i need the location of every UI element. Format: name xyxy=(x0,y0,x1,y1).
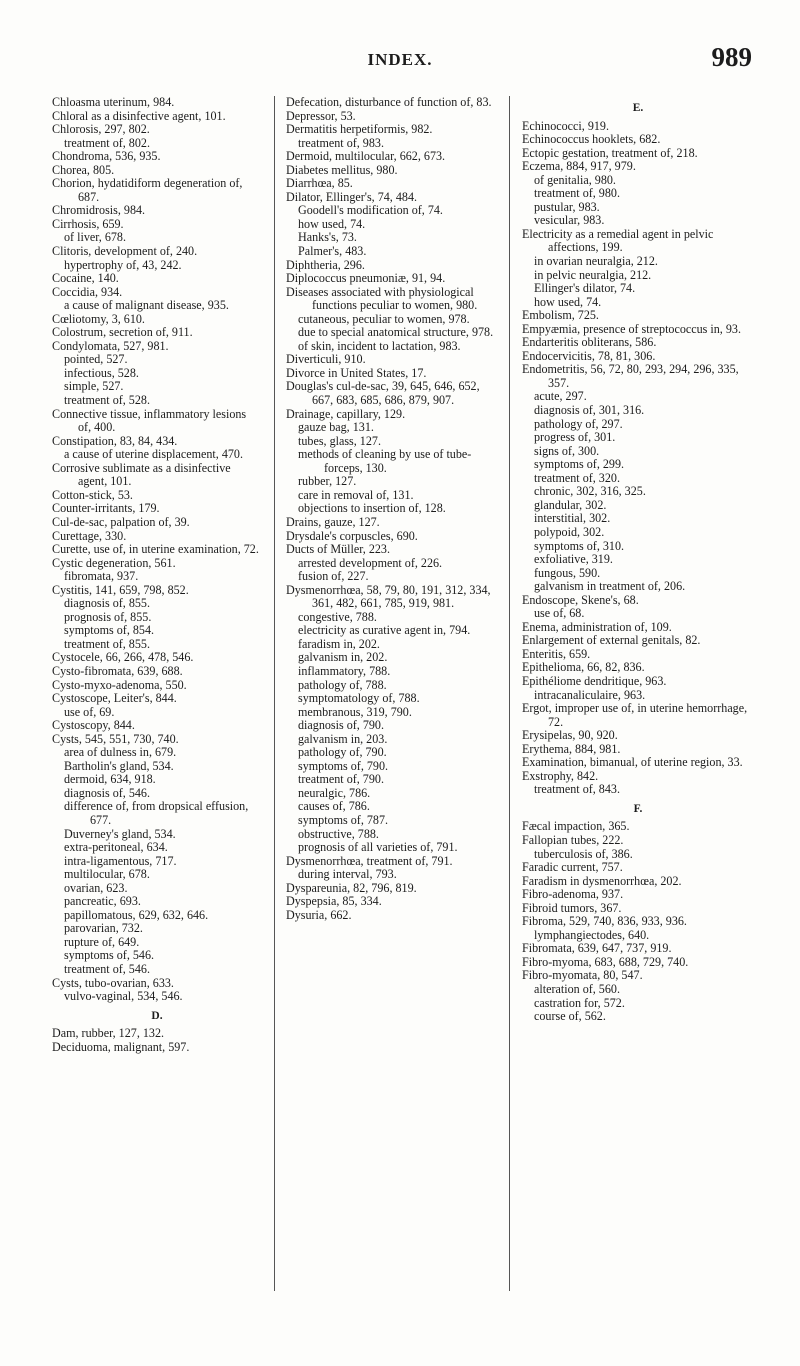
index-entry: Curette, use of, in uterine examination, 72. xyxy=(52,542,259,557)
index-entry: Cystocele, 66, 266, 478, 546. xyxy=(52,650,194,665)
index-entry: Cystitis, 141, 659, 798, 852. xyxy=(52,582,189,597)
index-subentry: Goodell's modification of, 74. xyxy=(298,203,443,218)
index-subentry: obstructive, 788. xyxy=(298,826,379,841)
index-entry: Corrosive sublimate as a disinfective agent, 101. xyxy=(52,460,231,489)
index-subentry: glandular, 302. xyxy=(534,497,607,512)
index-entry: Cystic degeneration, 561. xyxy=(52,555,176,570)
index-subentry: prognosis of all varieties of, 791. xyxy=(298,840,458,855)
index-subentry: exfoliative, 319. xyxy=(534,552,613,567)
index-subentry: galvanism in, 202. xyxy=(298,650,388,665)
index-subentry: castration for, 572. xyxy=(534,995,625,1010)
index-entry: Fæcal impaction, 365. xyxy=(522,819,630,834)
index-subentry: progress of, 301. xyxy=(534,430,616,445)
index-subentry: rubber, 127. xyxy=(298,474,357,489)
index-entry: Chlorosis, 297, 802. xyxy=(52,122,150,137)
index-entry: Coccidia, 934. xyxy=(52,284,123,299)
index-entry: Endometritis, 56, 72, 80, 293, 294, 296, 335, 357. xyxy=(522,362,739,390)
index-entry: Cysto-myxo-adenoma, 550. xyxy=(52,677,187,692)
index-entry: Endarteritis obliterans, 586. xyxy=(522,335,657,350)
index-subentry: intracanaliculaire, 963. xyxy=(534,687,646,702)
index-entry: Dysmenorrhœa, 58, 79, 80, 191, 312, 334, 361, 482, 661, 785, 919, 981. xyxy=(286,582,491,611)
index-subentry: neuralgic, 786. xyxy=(298,785,371,800)
index-subentry: treatment of, 528. xyxy=(64,393,150,408)
index-entry: Cul-de-sac, palpation of, 39. xyxy=(52,514,190,529)
index-entry: Chorion, hydatidiform degeneration of, 687. xyxy=(52,176,243,204)
section-letter: E. xyxy=(632,102,644,114)
index-entry: Cocaine, 140. xyxy=(52,271,119,286)
index-subentry: congestive, 788. xyxy=(298,609,377,624)
index-subentry: course of, 562. xyxy=(534,1009,606,1024)
index-subentry: vulvo-vaginal, 534, 546. xyxy=(64,989,183,1004)
index-entry: Empyæmia, presence of streptococcus in, 93. xyxy=(522,321,741,336)
index-subentry: pathology of, 790. xyxy=(298,745,387,760)
index-subentry: extra-peritoneal, 634. xyxy=(64,840,168,855)
index-subentry: treatment of, 320. xyxy=(534,470,620,485)
section-letter: D. xyxy=(151,1009,163,1022)
index-subentry: symptoms of, 299. xyxy=(534,457,625,472)
index-entry: Cysts, tubo-ovarian, 633. xyxy=(52,975,174,990)
index-entry: Enteritis, 659. xyxy=(522,646,591,661)
index-entry: Dyspareunia, 82, 796, 819. xyxy=(286,880,417,895)
index-subentry: how used, 74. xyxy=(298,216,366,231)
index-entry: Faradic current, 757. xyxy=(522,860,623,875)
index-subentry: polypoid, 302. xyxy=(534,524,605,539)
index-subentry: diagnosis of, 855. xyxy=(64,596,150,611)
index-entry: Eczema, 884, 917, 979. xyxy=(522,159,636,174)
index-entry: Defecation, disturbance of function of, 83. xyxy=(286,96,492,109)
index-entry: Ectopic gestation, treatment of, 218. xyxy=(522,145,698,160)
index-subentry: gauze bag, 131. xyxy=(298,420,374,435)
index-subentry: area of dulness in, 679. xyxy=(64,745,177,760)
index-subentry: treatment of, 983. xyxy=(298,135,384,150)
index-subentry: pustular, 983. xyxy=(534,199,600,214)
index-entry: Dysmenorrhœa, treatment of, 791. xyxy=(286,853,453,868)
index-subentry: Bartholin's gland, 534. xyxy=(64,758,174,773)
index-subentry: treatment of, 546. xyxy=(64,962,150,976)
index-subentry: difference of, from dropsical effusion, 677. xyxy=(64,799,249,827)
index-entry: Condylomata, 527, 981. xyxy=(52,338,169,353)
index-entry: Fibro-myomata, 80, 547. xyxy=(522,968,643,983)
index-entry: Endocervicitis, 78, 81, 306. xyxy=(522,348,656,363)
index-subentry: tuberculosis of, 386. xyxy=(534,846,633,861)
index-entry: Drainage, capillary, 129. xyxy=(286,406,406,421)
index-subentry: parovarian, 732. xyxy=(64,921,143,936)
index-subentry: faradism in, 202. xyxy=(298,636,380,651)
index-entry: Examination, bimanual, of uterine region, 33. xyxy=(522,755,743,770)
index-subentry: objections to insertion of, 128. xyxy=(298,501,446,516)
index-subentry: papillomatous, 629, 632, 646. xyxy=(64,907,209,922)
index-subentry: dermoid, 634, 918. xyxy=(64,772,156,787)
index-subentry: pancreatic, 693. xyxy=(64,894,141,909)
index-subentry: diagnosis of, 301, 316. xyxy=(534,403,645,418)
index-subentry: pathology of, 788. xyxy=(298,677,387,692)
index-subentry: diagnosis of, 790. xyxy=(298,718,384,733)
index-entry: Clitoris, development of, 240. xyxy=(52,244,198,259)
index-entry: Diarrhœa, 85. xyxy=(286,176,353,191)
index-subentry: acute, 297. xyxy=(534,389,587,404)
index-subentry: cutaneous, peculiar to women, 978. xyxy=(298,311,470,326)
index-entry: Cysto-fibromata, 639, 688. xyxy=(52,663,183,678)
index-subentry: symptoms of, 310. xyxy=(534,538,625,553)
index-entry: Drains, gauze, 127. xyxy=(286,514,380,529)
index-entry: Douglas's cul-de-sac, 39, 645, 646, 652, 667, 683, 685, 686, 879, 907. xyxy=(286,379,480,408)
index-subentry: symptoms of, 787. xyxy=(298,812,389,827)
index-subentry: prognosis of, 855. xyxy=(64,609,152,624)
index-entry: Fallopian tubes, 222. xyxy=(522,832,624,847)
column-divider xyxy=(509,96,510,1291)
index-subentry: use of, 69. xyxy=(64,704,115,719)
index-subentry: vesicular, 983. xyxy=(534,213,605,228)
index-entry: Cystoscopy, 844. xyxy=(52,718,135,733)
index-subentry: methods of cleaning by use of tube-forceps, 130. xyxy=(298,447,472,475)
index-subentry: Hanks's, 73. xyxy=(298,230,357,245)
index-entry: Depressor, 53. xyxy=(286,108,356,123)
index-subentry: symptoms of, 854. xyxy=(64,623,155,638)
index-entry: Echinococcus hooklets, 682. xyxy=(522,132,661,147)
index-entry: Dam, rubber, 127, 132. xyxy=(52,1026,165,1041)
index-subentry: treatment of, 790. xyxy=(298,772,384,787)
index-subentry: chronic, 302, 316, 325. xyxy=(534,484,646,499)
index-subentry: causes of, 786. xyxy=(298,799,370,814)
index-entry: Diphtheria, 296. xyxy=(286,257,365,272)
index-entry: Fibro-adenoma, 937. xyxy=(522,887,624,902)
index-subentry: galvanism in, 203. xyxy=(298,731,388,746)
index-subentry: fusion of, 227. xyxy=(298,569,369,584)
index-subentry: simple, 527. xyxy=(64,379,124,394)
index-subentry: intra-ligamentous, 717. xyxy=(64,853,177,868)
page-title: INDEX. xyxy=(367,50,433,69)
index-entry: Cysts, 545, 551, 730, 740. xyxy=(52,731,179,746)
index-entry: Electricity as a remedial agent in pelvic affections, 199. xyxy=(522,226,714,255)
section-letter: F. xyxy=(633,802,643,815)
index-entry: Endoscope, Skene's, 68. xyxy=(522,592,639,607)
index-entry: Cotton-stick, 53. xyxy=(52,487,133,502)
index-entry: Dermatitis herpetiformis, 982. xyxy=(286,122,433,137)
index-entry: Ducts of Müller, 223. xyxy=(286,542,390,557)
index-subentry: galvanism in treatment of, 206. xyxy=(534,579,686,594)
index-entry: Cirrhosis, 659. xyxy=(52,216,124,231)
index-entry: Chorea, 805. xyxy=(52,162,115,177)
index-entry: Fibromata, 639, 647, 737, 919. xyxy=(522,941,672,956)
index-subentry: inflammatory, 788. xyxy=(298,663,391,678)
index-entry: Epithelioma, 66, 82, 836. xyxy=(522,660,645,675)
index-entry: Dysuria, 662. xyxy=(286,907,352,922)
index-subentry: Ellinger's dilator, 74. xyxy=(534,281,636,296)
column-divider xyxy=(274,96,275,1291)
index-subentry: interstitial, 302. xyxy=(534,511,611,526)
page-number: 989 xyxy=(711,42,752,72)
index-entry: Counter-irritants, 179. xyxy=(52,501,160,516)
index-subentry: multilocular, 678. xyxy=(64,867,150,882)
index-entry: Dilator, Ellinger's, 74, 484. xyxy=(286,189,418,204)
index-subentry: a cause of malignant disease, 935. xyxy=(64,298,229,313)
index-entry: Cystoscope, Leiter's, 844. xyxy=(52,691,177,706)
index-entry: Constipation, 83, 84, 434. xyxy=(52,433,178,448)
index-subentry: electricity as curative agent in, 794. xyxy=(298,623,471,638)
index-subentry: use of, 68. xyxy=(534,606,585,621)
index-subentry: treatment of, 802. xyxy=(64,135,150,150)
index-entry: Curettage, 330. xyxy=(52,528,127,543)
index-entry: Embolism, 725. xyxy=(522,308,599,323)
index-entry: Echinococci, 919. xyxy=(522,118,609,133)
index-entry: Connective tissue, inflammatory lesions of, 400. xyxy=(52,406,247,435)
index-subentry: how used, 74. xyxy=(534,294,602,309)
index-entry: Divorce in United States, 17. xyxy=(286,365,427,380)
index-entry: Ergot, improper use of, in uterine hemorrhage, 72. xyxy=(522,701,748,729)
index-subentry: hypertrophy of, 43, 242. xyxy=(64,257,182,272)
index-subentry: Duverney's gland, 534. xyxy=(64,826,176,841)
index-subentry: ovarian, 623. xyxy=(64,880,128,895)
index-subentry: diagnosis of, 546. xyxy=(64,785,150,800)
index-entry: Drysdale's corpuscles, 690. xyxy=(286,528,418,543)
index-entry: Chloral as a disinfective agent, 101. xyxy=(52,108,226,123)
index-subentry: of skin, incident to lactation, 983. xyxy=(298,338,461,353)
index-entry: Diabetes mellitus, 980. xyxy=(286,162,398,177)
index-subentry: pointed, 527. xyxy=(64,352,128,367)
index-entry: Dermoid, multilocular, 662, 673. xyxy=(286,149,446,164)
index-entry: Fibro-myoma, 683, 688, 729, 740. xyxy=(522,954,689,969)
index-subentry: care in removal of, 131. xyxy=(298,487,414,502)
index-subentry: treatment of, 843. xyxy=(534,782,620,797)
index-entry: Dyspepsia, 85, 334. xyxy=(286,894,382,909)
index-entry: Erysipelas, 90, 920. xyxy=(522,728,618,743)
index-column-2 xyxy=(286,96,498,1326)
index-entry: Fibroid tumors, 367. xyxy=(522,900,622,915)
index-subentry: symptoms of, 546. xyxy=(64,948,155,963)
index-entry: Enema, administration of, 109. xyxy=(522,619,672,634)
index-subentry: symptomatology of, 788. xyxy=(298,691,420,706)
index-entry: Exstrophy, 842. xyxy=(522,768,599,783)
index-subentry: treatment of, 980. xyxy=(534,186,620,201)
index-subentry: signs of, 300. xyxy=(534,443,600,458)
index-subentry: in ovarian neuralgia, 212. xyxy=(534,254,658,269)
index-subentry: alteration of, 560. xyxy=(534,982,620,996)
page-header xyxy=(0,42,800,82)
index-subentry: treatment of, 855. xyxy=(64,636,150,651)
index-entry: Epithéliome dendritique, 963. xyxy=(522,673,667,688)
index-entry: Diverticuli, 910. xyxy=(286,352,366,367)
index-entry: Enlargement of external genitals, 82. xyxy=(522,633,701,648)
index-subentry: lymphangiectodes, 640. xyxy=(534,927,650,942)
index-subentry: of liver, 678. xyxy=(64,230,126,245)
index-entry: Fibroma, 529, 740, 836, 933, 936. xyxy=(522,914,687,929)
index-subentry: rupture of, 649. xyxy=(64,934,140,949)
index-subentry: Palmer's, 483. xyxy=(298,244,367,259)
index-entry: Diseases associated with physiological functions peculiar to women, 980. xyxy=(286,284,478,313)
index-entry: Cœliotomy, 3, 610. xyxy=(52,311,145,326)
index-entry: Erythema, 884, 981. xyxy=(522,741,621,756)
index-column-1 xyxy=(52,96,262,1326)
index-subentry: infectious, 528. xyxy=(64,365,139,380)
index-subentry: symptoms of, 790. xyxy=(298,758,389,773)
index-subentry: in pelvic neuralgia, 212. xyxy=(534,267,652,282)
index-subentry: fungous, 590. xyxy=(534,565,601,580)
index-subentry: during interval, 793. xyxy=(298,867,397,882)
index-subentry: arrested development of, 226. xyxy=(298,555,443,570)
index-entry: Chromidrosis, 984. xyxy=(52,203,146,218)
index-subentry: a cause of uterine displacement, 470. xyxy=(64,447,243,462)
index-subentry: of genitalia, 980. xyxy=(534,172,616,187)
index-subentry: fibromata, 937. xyxy=(64,569,139,584)
index-entry: Deciduoma, malignant, 597. xyxy=(52,1039,190,1054)
index-subentry: tubes, glass, 127. xyxy=(298,433,381,448)
index-column-3 xyxy=(522,96,754,1326)
index-entry: Chondroma, 536, 935. xyxy=(52,149,161,164)
index-entry: Colostrum, secretion of, 911. xyxy=(52,325,193,340)
index-entry: Diplococcus pneumoniæ, 91, 94. xyxy=(286,271,446,286)
index-entry: Faradism in dysmenorrhœa, 202. xyxy=(522,873,682,888)
index-subentry: pathology of, 297. xyxy=(534,416,623,431)
index-entry: Chloasma uterinum, 984. xyxy=(52,96,175,109)
index-subentry: due to special anatomical structure, 978. xyxy=(298,325,494,340)
index-subentry: membranous, 319, 790. xyxy=(298,704,412,719)
